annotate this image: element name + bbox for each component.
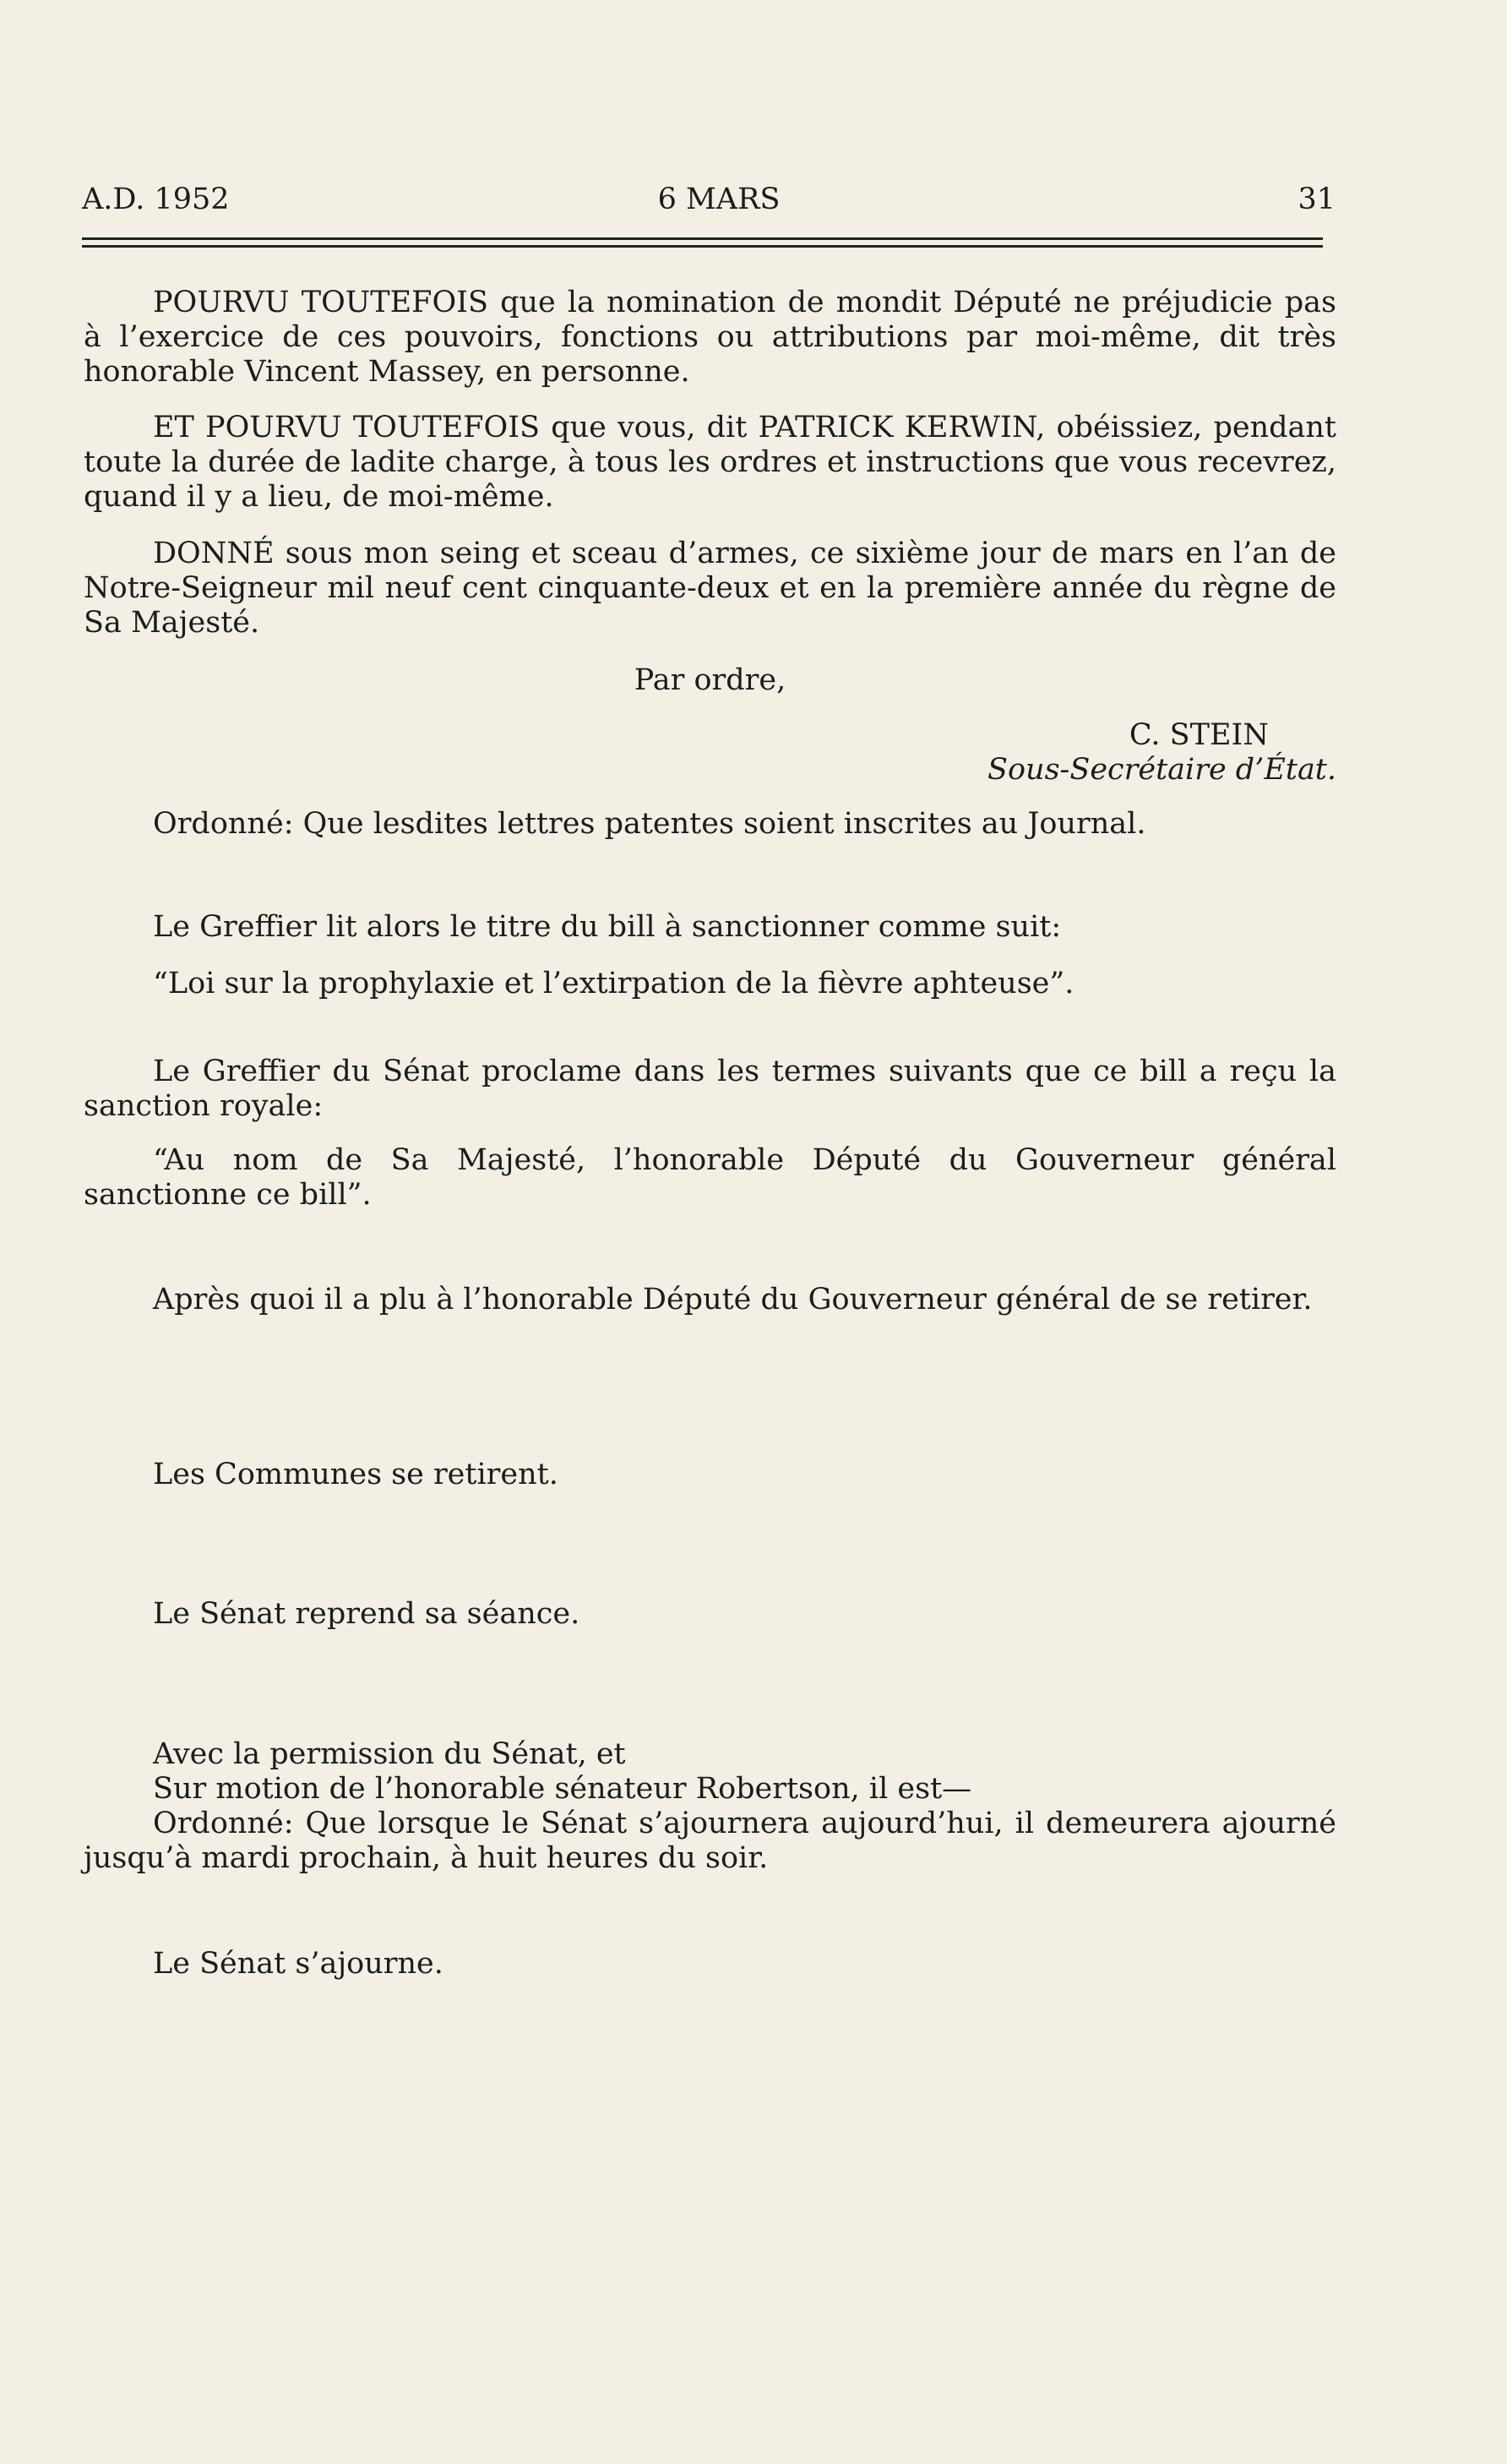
header-rule-bottom — [82, 245, 1323, 248]
paragraph-sanction-quote: “Au nom de Sa Majesté, l’honorable Député du Gouverneur général sanctionne ce bill”. — [84, 1143, 1336, 1212]
paragraph-communes-retirent: Les Communes se retirent. — [153, 1458, 558, 1491]
paragraph-et-pourvu-toutefois: ET POURVU TOUTEFOIS que vous, dit PATRICK KERWIN, obéissiez, pendant toute la durée de ladite charge, à tous les ordres et instructions que vous recevrez, quand il y a lieu, de moi-même. — [84, 411, 1336, 514]
header-date: 6 MARS — [657, 183, 781, 216]
paragraph-apres-quoi: Après quoi il a plu à l’honorable Député du Gouverneur général de se retirer. — [153, 1283, 1313, 1316]
paragraph-ordonne-ajourne: Ordonné: Que lorsque le Sénat s’ajournera aujourd’hui, il demeurera ajourné jusqu’à mardi prochain, à huit heures du soir. — [84, 1807, 1336, 1875]
paragraph-senat-ajourne: Le Sénat s’ajourne. — [153, 1947, 443, 1981]
paragraph-bill-title: “Loi sur la prophylaxie et l’extirpation de la fièvre aphteuse”. — [153, 967, 1074, 1000]
paragraph-ordonne-lettres: Ordonné: Que lesdites lettres patentes soient inscrites au Journal. — [153, 807, 1146, 841]
paragraph-pourvu-toutefois: POURVU TOUTEFOIS que la nomination de mondit Député ne préjudicie pas à l’exercice de ces pouvoirs, fonctions ou attributions par moi-même, dit très honorable Vincent Massey, en personne. — [84, 286, 1336, 389]
header-year: A.D. 1952 — [82, 183, 230, 216]
signature-block — [987, 718, 1336, 788]
par-ordre: Par ordre, — [634, 663, 786, 697]
signature-name: C. STEIN — [1129, 718, 1269, 752]
header-double-rule — [82, 237, 1323, 248]
paragraph-sur-motion: Sur motion de l’honorable sénateur Robertson, il est— — [153, 1772, 972, 1806]
header-rule-top — [82, 237, 1323, 240]
paragraph-greffier-proclame: Le Greffier du Sénat proclame dans les termes suivants que ce bill a reçu la sanction royale: — [84, 1055, 1336, 1123]
paragraph-donne: DONNÉ sous mon seing et sceau d’armes, ce sixième jour de mars en l’an de Notre-Seigneur mil neuf cent cinquante-deux et en la première année du règne de Sa Majesté. — [84, 537, 1336, 640]
running-header — [82, 179, 1336, 220]
signature-title: Sous-Secrétaire d’État. — [987, 753, 1336, 787]
page-number: 31 — [1298, 183, 1336, 216]
paragraph-greffier-lit: Le Greffier lit alors le titre du bill à sanctionner comme suit: — [153, 910, 1062, 944]
paragraph-senat-reprend: Le Sénat reprend sa séance. — [153, 1597, 580, 1631]
paragraph-avec-permission: Avec la permission du Sénat, et — [153, 1737, 626, 1771]
